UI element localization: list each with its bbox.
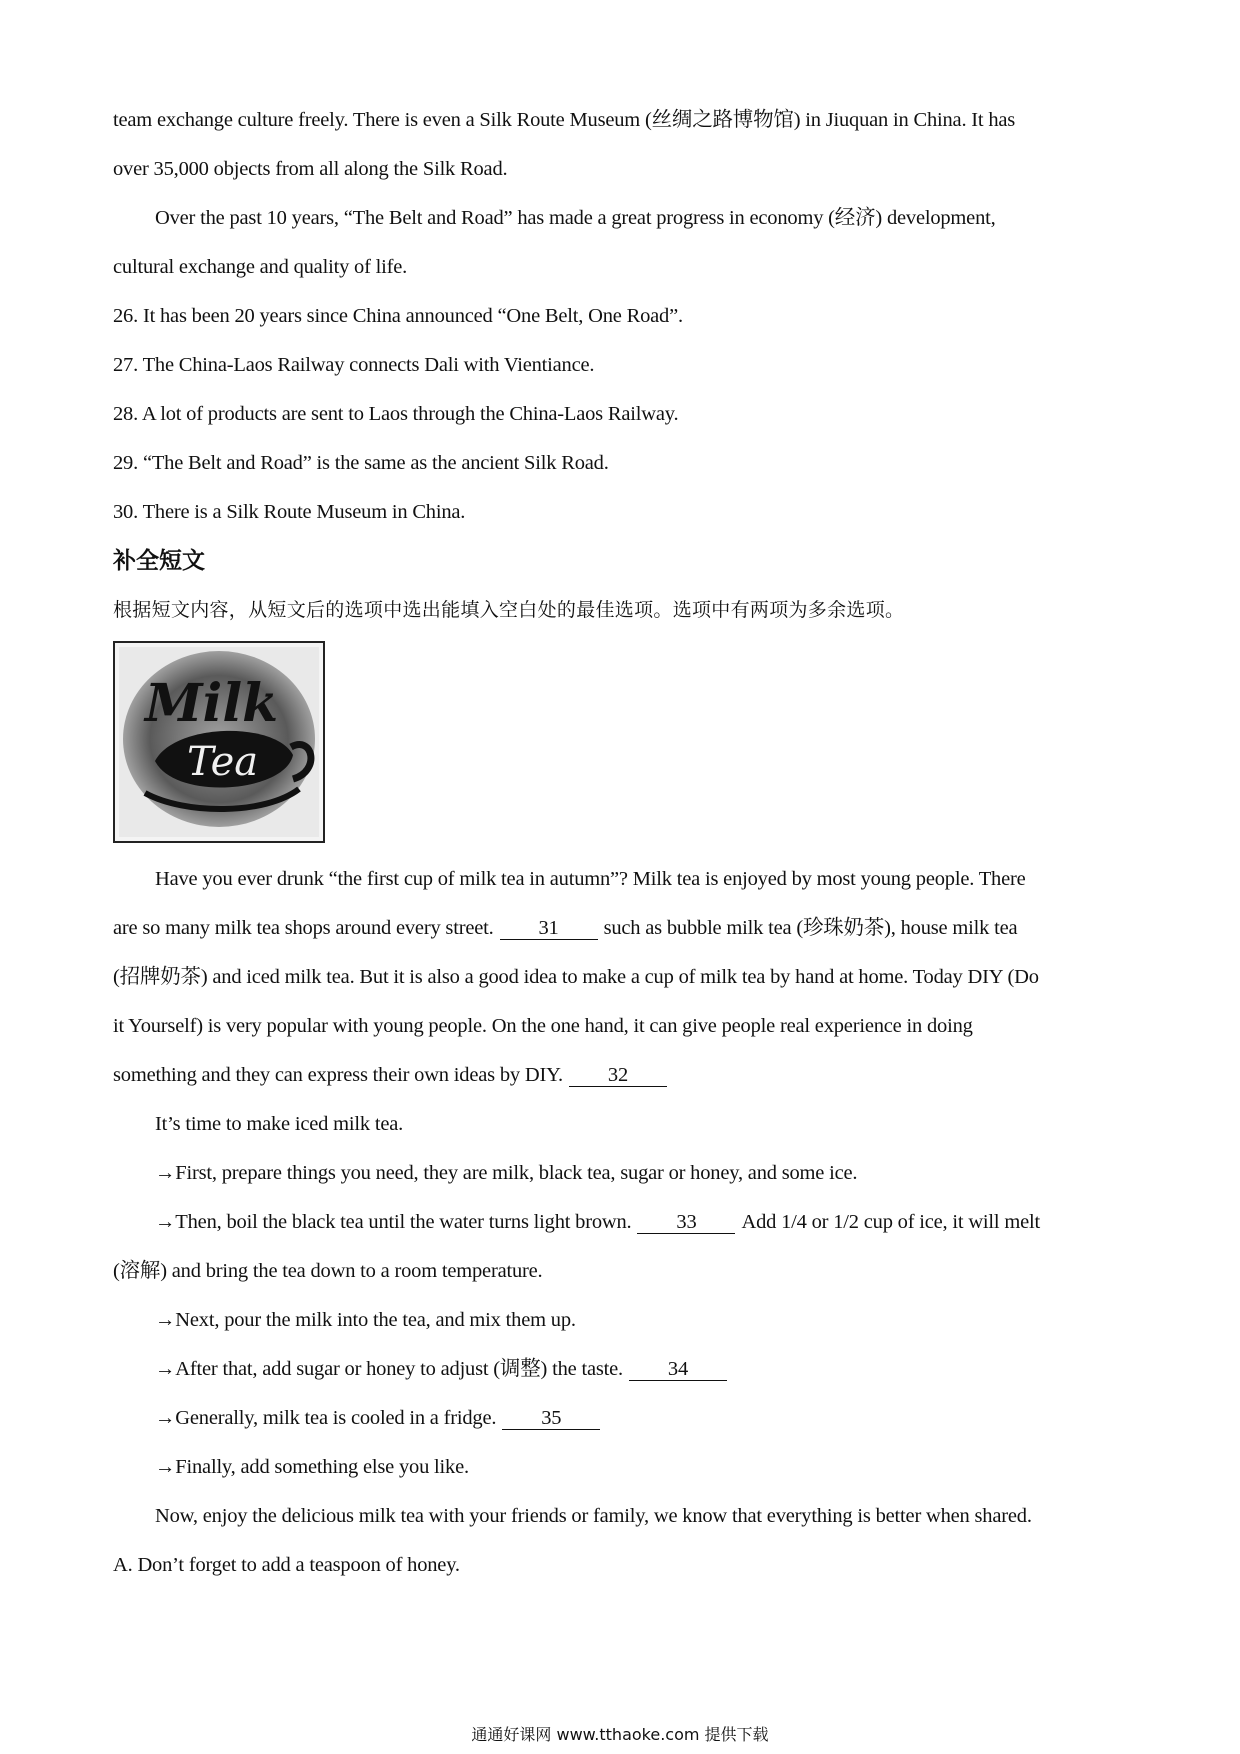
statement-28: 28. A lot of products are sent to Laos through the China-Laos Railway. [113, 403, 679, 425]
statement-29: 29. “The Belt and Road” is the same as the ancient Silk Road. [113, 452, 609, 474]
passage-line: it Yourself) is very popular with young people. On the one hand, it can give people real experience in doing [113, 1015, 973, 1037]
statement-27: 27. The China-Laos Railway connects Dali with Vientiance. [113, 354, 595, 376]
milk-tea-logo-image [113, 641, 325, 843]
passage-line: It’s time to make iced milk tea. [155, 1113, 404, 1135]
passage-line: Over the past 10 years, “The Belt and Road” has made a great progress in economy (经济) development, [155, 207, 996, 229]
passage-line: over 35,000 objects from all along the Silk Road. [113, 158, 508, 180]
blank-32[interactable]: 32 [569, 1064, 667, 1087]
logo-script-tea: Tea [187, 739, 259, 785]
passage-line: something and they can express their own ideas by DIY. 32 [113, 1051, 1133, 1100]
milk-tea-cup-icon [115, 643, 323, 841]
statement-26: 26. It has been 20 years since China announced “One Belt, One Road”. [113, 305, 683, 327]
document-page [113, 96, 1133, 1590]
section-title: 补全短文 [113, 548, 205, 574]
passage-line: cultural exchange and quality of life. [113, 256, 408, 278]
step-line: →After that, add sugar or honey to adjust (调整) the taste. 34 [113, 1345, 1133, 1394]
page-footer: 通通好课网 www.tthaoke.com 提供下载 [471, 1725, 769, 1744]
option-a: A. Don’t forget to add a teaspoon of honey. [113, 1554, 460, 1576]
logo-script-milk: Milk [145, 673, 279, 734]
passage-line: Have you ever drunk “the first cup of milk tea in autumn”? Milk tea is enjoyed by most young people. There [155, 868, 1026, 890]
section-instruction: 根据短文内容，从短文后的选项中选出能填入空白处的最佳选项。选项中有两项为多余选项。 [113, 599, 905, 621]
statement-30: 30. There is a Silk Route Museum in China. [113, 501, 466, 523]
step-line: →First, prepare things you need, they are milk, black tea, sugar or honey, and some ice. [155, 1162, 858, 1184]
passage-line: (招牌奶茶) and iced milk tea. But it is also a good idea to make a cup of milk tea by hand at home. Today DIY (Do [113, 966, 1039, 988]
blank-31[interactable]: 31 [500, 917, 598, 940]
passage-line: (溶解) and bring the tea down to a room temperature. [113, 1260, 543, 1282]
passage-line: are so many milk tea shops around every street. 31 such as bubble milk tea (珍珠奶茶), house milk tea [113, 917, 1018, 939]
step-line: →Next, pour the milk into the tea, and mix them up. [155, 1309, 576, 1331]
step-line: →Finally, add something else you like. [155, 1456, 469, 1478]
step-line: →Generally, milk tea is cooled in a fridge. 35 [113, 1394, 1133, 1443]
step-line: →Then, boil the black tea until the water turns light brown. 33 Add 1/4 or 1/2 cup of ice, it will melt [155, 1211, 1040, 1233]
passage-line: Now, enjoy the delicious milk tea with your friends or family, we know that everything is better when shared. [155, 1505, 1032, 1527]
passage-line: team exchange culture freely. There is even a Silk Route Museum (丝绸之路博物馆) in Jiuquan in China. It has [113, 109, 1016, 131]
blank-35[interactable]: 35 [502, 1407, 600, 1430]
blank-33[interactable]: 33 [637, 1211, 735, 1234]
blank-34[interactable]: 34 [629, 1358, 727, 1381]
